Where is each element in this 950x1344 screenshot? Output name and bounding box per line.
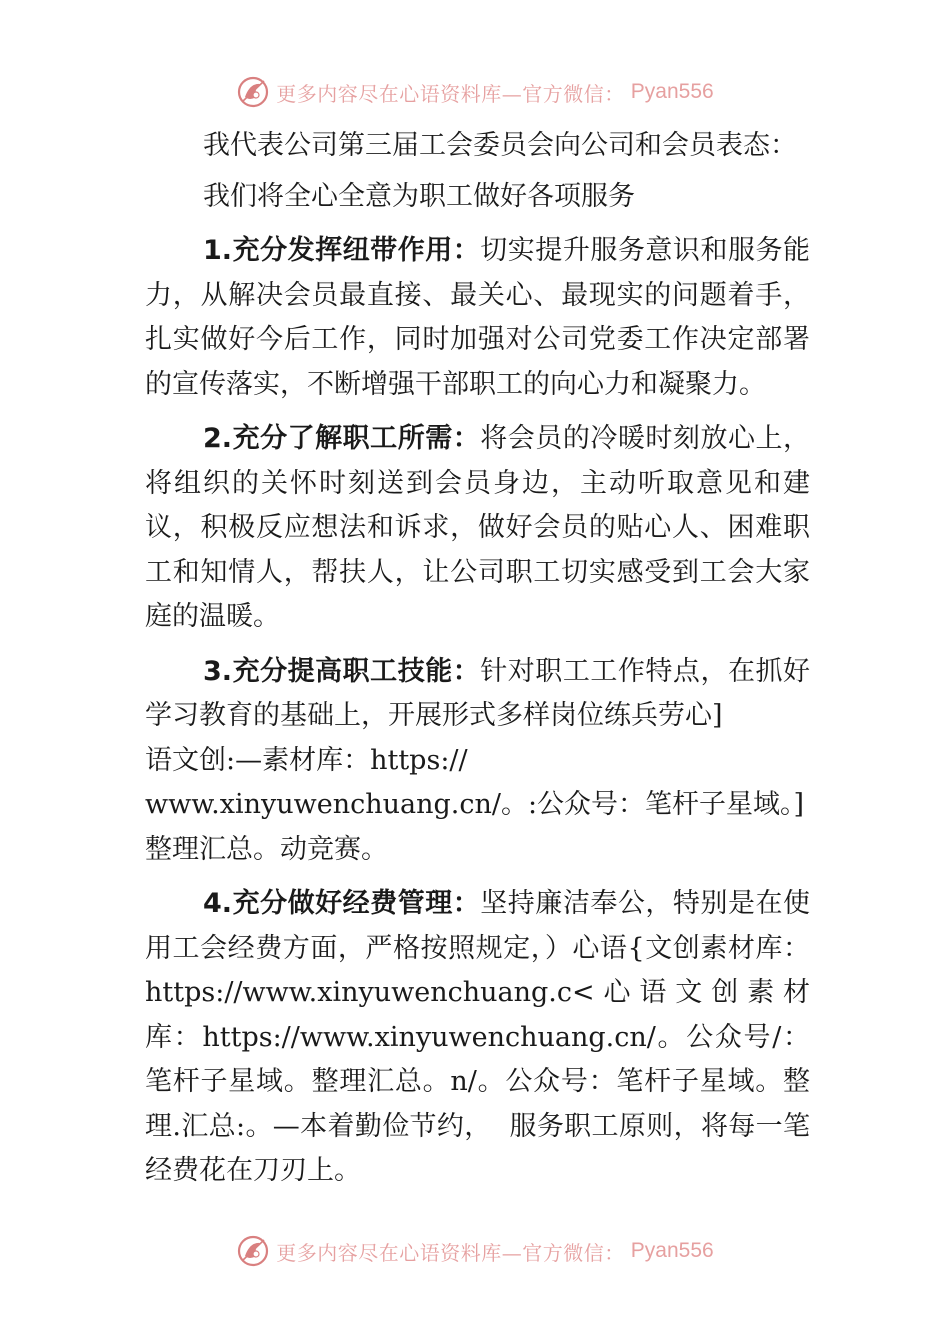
- document-body: [145, 124, 810, 1204]
- header-watermark: [0, 72, 950, 112]
- brand-logo-icon: [236, 75, 270, 109]
- watermark-text: 更多内容尽在心语资料库—官方微信：: [276, 1240, 625, 1265]
- item-heading-3: 3.充分提高职工技能：: [203, 655, 481, 687]
- item-body-4: 坚持廉洁奉公，特别是在使用工会经费方面，严格按照规定，）心语{文创素材库：https://www.xinyuwenchuang.c<心语文创素材库：https://www.xinyuwenchuang.cn/。公众号/：笔杆子星域。整理汇总。n/。公众号：笔杆子星域。整理.汇总:。—本着勤俭节约， 服务职工原则，将每一笔经费花在刀刃上。: [145, 888, 811, 1186]
- item-body-2: 将会员的冷暖时刻放心上，将组织的关怀时刻送到会员身边，主动听取意见和建议，积极反应想法和诉求，做好会员的贴心人、困难职工和知情人，帮扶人，让公司职工切实感受到工会大家庭的温暖。: [145, 423, 811, 632]
- item-paragraph-1: [145, 229, 810, 407]
- watermark-wechat-id: Pyan556: [630, 80, 714, 103]
- intro-line-2: 我们将全心全意为职工做好各项服务: [203, 180, 635, 212]
- watermark-text: 更多内容尽在心语资料库—官方微信：: [276, 81, 625, 106]
- item-heading-1: 1.充分发挥纽带作用：: [203, 235, 481, 266]
- watermark-wechat-id: Pyan556: [630, 1239, 714, 1262]
- item-body-1: 切实提升服务意识和服务能力，从解决会员最直接、最关心、最现实的问题着手，扎实做好今后工作，同时加强对公司党委工作决定部署的宣传落实，不断增强干部职工的向心力和凝聚力。: [145, 235, 811, 400]
- item-paragraph-4: [145, 882, 810, 1194]
- item-body-3: 针对职工工作特点，在抓好学习教育的基础上，开展形式多样岗位练兵劳心] 语文创:—素材库：https:// www.xinyuwenchuang.cn/。:公众号：笔杆子星域。] 整理汇总。动竞赛。: [145, 655, 811, 865]
- item-heading-4: 4.充分做好经费管理：: [203, 888, 481, 919]
- item-paragraph-3: [145, 650, 810, 873]
- item-heading-2: 2.充分了解职工所需：: [203, 423, 481, 454]
- item-paragraph-2: [145, 417, 810, 640]
- brand-logo-icon: [236, 1234, 270, 1268]
- intro-line-1: 我代表公司第三届工会委员会向公司和会员表态：: [203, 130, 797, 161]
- footer-watermark: [0, 1231, 950, 1271]
